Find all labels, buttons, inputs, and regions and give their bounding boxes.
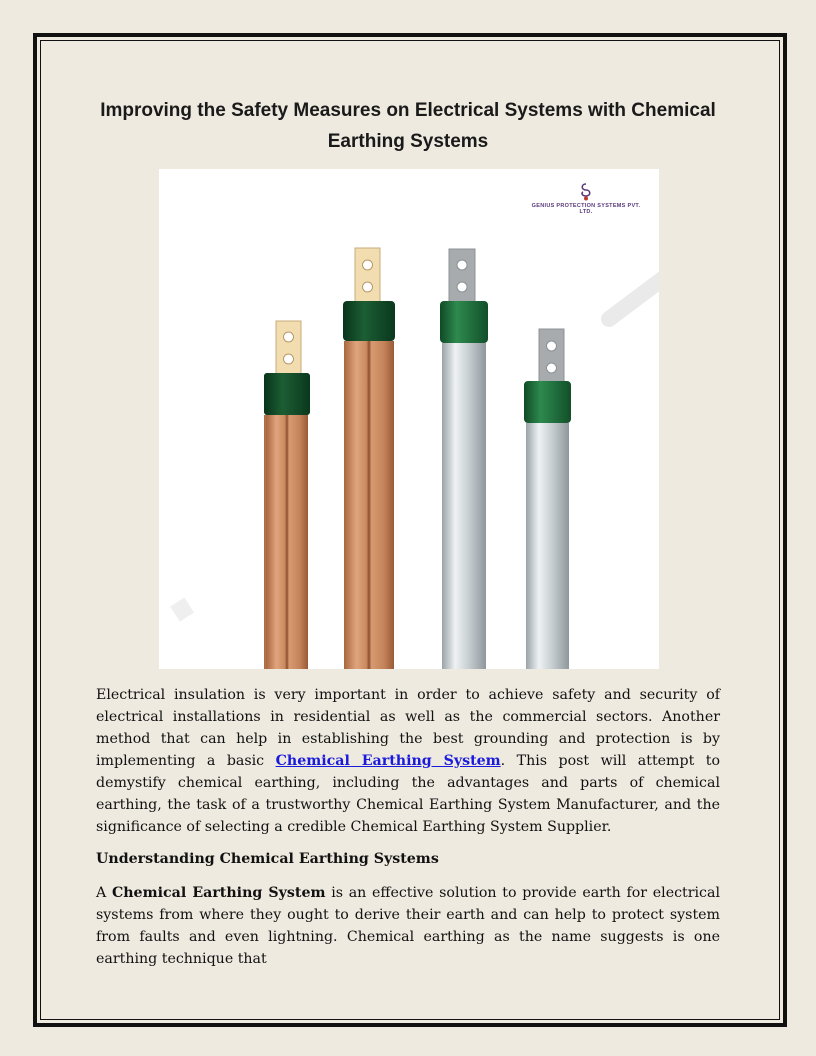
company-logo (527, 183, 645, 215)
body-paragraph (96, 882, 720, 970)
body-text-prefix: A (96, 885, 112, 901)
earthing-rods-illustration (159, 169, 659, 669)
product-image (159, 169, 659, 669)
logo-mark-icon (578, 183, 594, 201)
intro-paragraph (96, 684, 720, 838)
document-title: Improving the Safety Measures on Electrical Systems with Chemical Earthing Systems (100, 100, 716, 152)
copper-rod-tall (343, 248, 395, 669)
body-text-rest: is an effective solution to provide earth for electrical systems from where they ought to derive their earth and can help to protect system from faults and even lightning. Chemical earthing as the name suggests is one earthing technique that (96, 885, 720, 967)
logo-text: GENIUS PROTECTION SYSTEMS PVT. LTD. (531, 203, 641, 215)
body-text-bold: Chemical Earthing System (111, 885, 326, 901)
chemical-earthing-system-link[interactable]: Chemical Earthing System (275, 753, 501, 769)
intro-text-start: Electrical insulation is very important in order to achieve safety and security of electrical installations in residential as well as the commercial sectors. Another method that can help in establishing the best grounding and protection is by implementing a basic (96, 687, 720, 769)
steel-rod-tall (440, 249, 488, 669)
steel-rod-short (524, 329, 571, 669)
intro-text-end: . This post will attempt to demystify chemical earthing, including the advantages and parts of chemical earthing, the task of a trustworthy Chemical Earthing System Manufacturer, and the significance of selecting a credible Chemical Earthing System Supplier. (96, 753, 720, 835)
watermark-stroke (609, 259, 659, 319)
section-heading: Understanding Chemical Earthing Systems (96, 851, 439, 867)
copper-rod-short (264, 321, 310, 669)
